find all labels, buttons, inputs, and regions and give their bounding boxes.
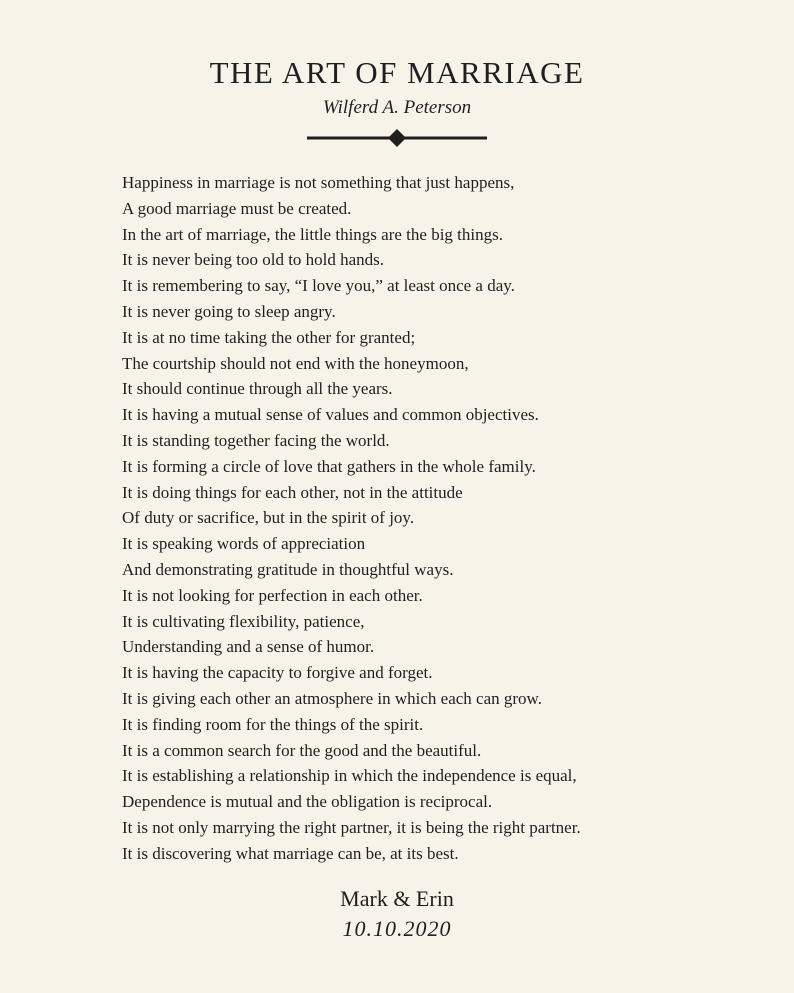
poem-line: It is not looking for perfection in each other. <box>122 585 423 605</box>
poem-line: It is never being too old to hold hands. <box>122 250 385 270</box>
poem-line: It is never going to sleep angry. <box>122 301 336 321</box>
poem-line: It should continue through all the years. <box>122 379 393 399</box>
poem-line: It is cultivating flexibility, patience, <box>122 611 365 631</box>
poem-line: It is standing together facing the world. <box>122 430 390 450</box>
poem-line: Understanding and a sense of humor. <box>122 637 375 657</box>
poem-line: It is finding room for the things of the spirit. <box>122 714 424 734</box>
wedding-date: 10.10.2020 <box>342 916 452 941</box>
couple-names: Mark & Erin <box>340 886 454 911</box>
poem-line: It is forming a circle of love that gathers in the whole family. <box>122 456 536 476</box>
poem-line: It is having the capacity to forgive and forget. <box>122 663 433 683</box>
poem-line: It is speaking words of appreciation <box>122 534 366 554</box>
poem-line: Dependence is mutual and the obligation is reciprocal. <box>122 792 493 812</box>
poem-line: Of duty or sacrifice, but in the spirit of joy. <box>122 508 415 528</box>
poem-line: It is discovering what marriage can be, at its best. <box>122 843 459 863</box>
page-title: THE ART OF MARRIAGE <box>209 55 585 90</box>
poem-line: It is not only marrying the right partner, it is being the right partner. <box>122 817 581 837</box>
poem-line: The courtship should not end with the honeymoon, <box>122 353 469 373</box>
poem-line: In the art of marriage, the little things are the big things. <box>122 224 503 244</box>
poem-line: It is a common search for the good and the beautiful. <box>122 740 482 760</box>
poem-line: It is giving each other an atmosphere in which each can grow. <box>122 688 542 708</box>
poem-body <box>122 170 762 867</box>
poem-line: It is having a mutual sense of values and common objectives. <box>122 405 539 425</box>
poem-line: It is at no time taking the other for granted; <box>122 327 416 347</box>
poem-line: It is establishing a relationship in which the independence is equal, <box>122 766 577 786</box>
poem-line: A good marriage must be created. <box>122 198 352 218</box>
poem-line: It is doing things for each other, not in the attitude <box>122 482 463 502</box>
poem-line: And demonstrating gratitude in thoughtful ways. <box>122 559 454 579</box>
poem-line: It is remembering to say, “I love you,” at least once a day. <box>122 276 515 296</box>
diamond-divider-icon <box>307 128 487 148</box>
author-name: Wilferd A. Peterson <box>322 97 472 118</box>
poem-line: Happiness in marriage is not something that just happens, <box>122 173 515 192</box>
